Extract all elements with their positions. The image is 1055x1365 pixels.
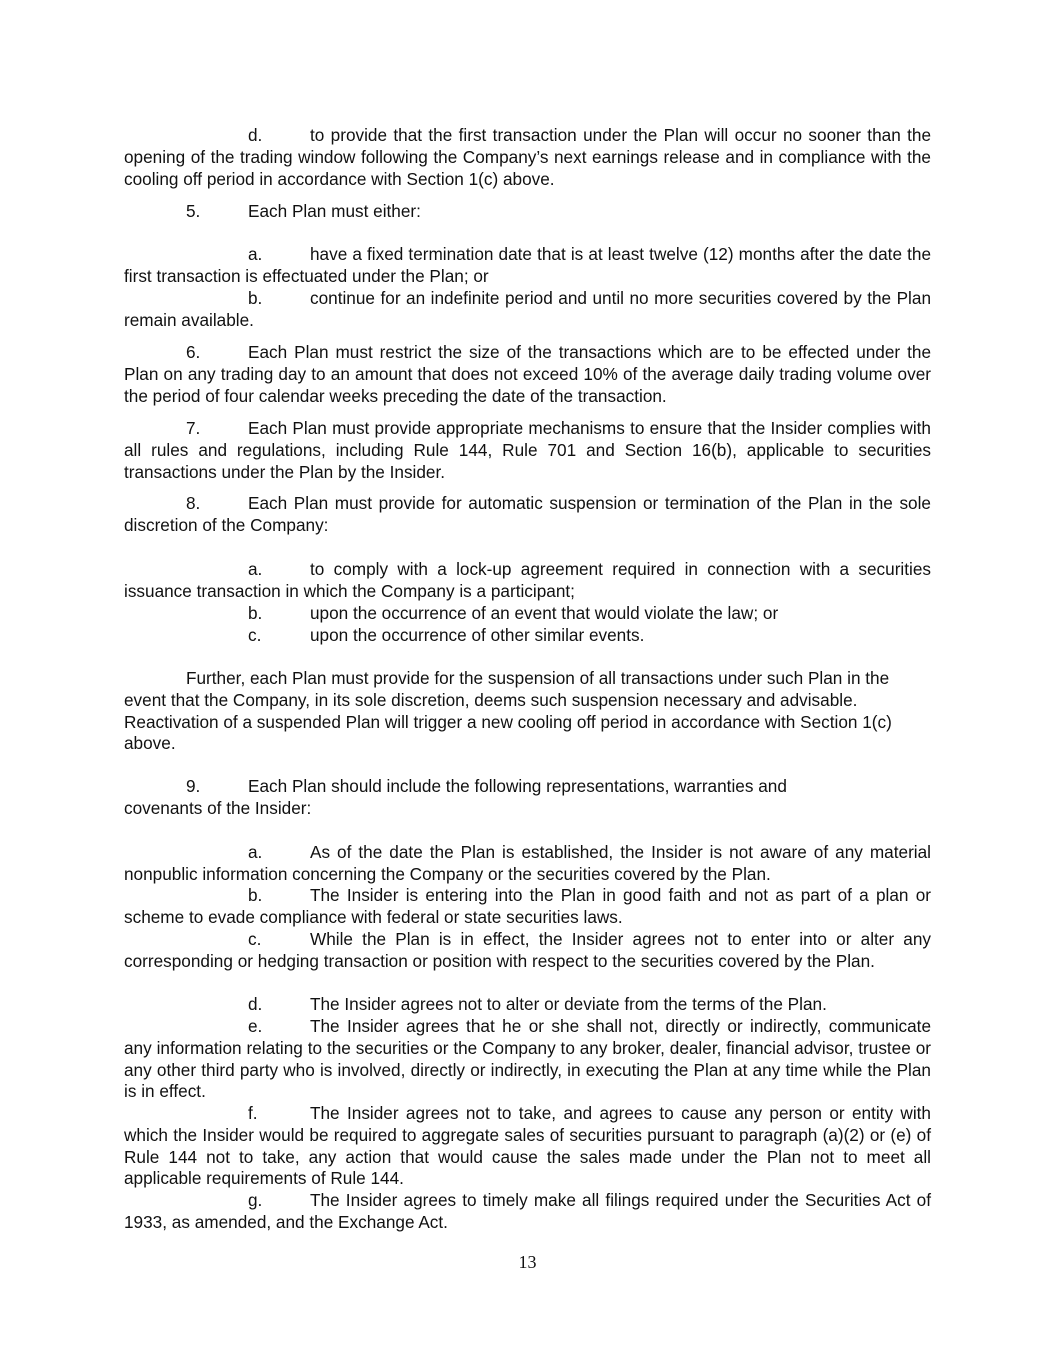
paragraph-5 xyxy=(124,201,931,223)
paragraph-text: The Insider agrees not to alter or deviate from the terms of the Plan. xyxy=(310,994,827,1014)
paragraph-9b xyxy=(124,885,931,929)
paragraph-text: to provide that the first transaction under the Plan will occur no sooner than the opening of the trading window following the Company’s next earnings release and in compliance with the cooling off period in accordance with Section 1(c) above. xyxy=(124,125,931,189)
paragraph-8b xyxy=(124,603,931,625)
list-marker: a. xyxy=(248,842,263,862)
paragraph-9 xyxy=(124,776,864,820)
paragraph-8a xyxy=(124,559,931,603)
list-marker: 9. xyxy=(186,776,201,796)
paragraph-text: Each Plan should include the following representations, warranties and covenants of the Insider: xyxy=(124,776,787,818)
paragraph-text: Each Plan must restrict the size of the transactions which are to be effected under the Plan on any trading day to an amount that does not exceed 10% of the average daily trading volume over the period of four calendar weeks preceding the date of the transaction. xyxy=(124,342,931,406)
paragraph-text: The Insider agrees that he or she shall not, directly or indirectly, communicate any information relating to the securities or the Company to any broker, dealer, financial advisor, trustee or any other third party who is involved, directly or indirectly, in executing the Plan at any time while the Plan is in effect. xyxy=(124,1016,931,1102)
paragraph-text: Each Plan must either: xyxy=(248,201,421,221)
paragraph-text: The Insider agrees to timely make all filings required under the Securities Act of 1933, as amended, and the Exchange Act. xyxy=(124,1190,931,1232)
paragraph-4d xyxy=(124,125,931,190)
paragraph-text: Each Plan must provide for automatic suspension or termination of the Plan in the sole discretion of the Company: xyxy=(124,493,931,535)
list-marker: 5. xyxy=(186,201,201,221)
list-marker: f. xyxy=(248,1103,258,1123)
paragraph-5b xyxy=(124,288,931,332)
paragraph-text: have a fixed termination date that is at least twelve (12) months after the date the first transaction is effectuated under the Plan; or xyxy=(124,244,931,286)
list-marker: d. xyxy=(248,125,263,145)
list-marker: b. xyxy=(248,603,263,623)
page-number: 13 xyxy=(518,1252,537,1272)
list-marker: b. xyxy=(248,288,263,308)
list-marker: g. xyxy=(248,1190,263,1210)
paragraph-text: to comply with a lock-up agreement required in connection with a securities issuance transaction in which the Company is a participant; xyxy=(124,559,931,601)
paragraph-6 xyxy=(124,342,931,407)
list-marker: e. xyxy=(248,1016,263,1036)
paragraph-text: upon the occurrence of other similar events. xyxy=(310,625,645,645)
list-marker: d. xyxy=(248,994,263,1014)
paragraph-text: As of the date the Plan is established, the Insider is not aware of any material nonpublic information concerning the Company or the securities covered by the Plan. xyxy=(124,842,931,884)
list-marker: 8. xyxy=(186,493,201,513)
paragraph-text: Each Plan must provide appropriate mechanisms to ensure that the Insider complies with all rules and regulations, including Rule 144, Rule 701 and Section 16(b), applicable to securities transactions under the Plan by the Insider. xyxy=(124,418,931,482)
paragraph-9c xyxy=(124,929,931,973)
list-marker: 7. xyxy=(186,418,201,438)
list-marker: b. xyxy=(248,885,263,905)
paragraph-text: Further, each Plan must provide for the suspension of all transactions under such Plan in the event that the Company, in its sole discretion, deems such suspension necessary and advisable. Reactivation of a suspended Plan will trigger a new cooling off period in accordance with Section 1(c) above. xyxy=(124,668,892,754)
paragraph-9a xyxy=(124,842,931,886)
paragraph-7 xyxy=(124,418,931,483)
paragraph-5a xyxy=(124,244,931,288)
paragraph-text: The Insider agrees not to take, and agrees to cause any person or entity with which the Insider would be required to aggregate sales of securities pursuant to paragraph (a)(2) or (e) of Rule 144 not to take, any action that would cause the sales made under the Plan not to meet all applicable requirements of Rule 144. xyxy=(124,1103,931,1189)
list-marker: a. xyxy=(248,244,263,264)
paragraph-9d xyxy=(124,994,931,1016)
list-marker: 6. xyxy=(186,342,201,362)
paragraph-text: upon the occurrence of an event that would violate the law; or xyxy=(310,603,779,623)
paragraph-9e xyxy=(124,1016,931,1103)
paragraph-9g xyxy=(124,1190,931,1234)
paragraph-further xyxy=(124,668,919,755)
list-marker: c. xyxy=(248,929,262,949)
paragraph-text: The Insider is entering into the Plan in good faith and not as part of a plan or scheme to evade compliance with federal or state securities laws. xyxy=(124,885,931,927)
paragraph-text: While the Plan is in effect, the Insider agrees not to enter into or alter any corresponding or hedging transaction or position with respect to the securities covered by the Plan. xyxy=(124,929,931,971)
list-marker: c. xyxy=(248,625,262,645)
list-marker: a. xyxy=(248,559,263,579)
paragraph-text: continue for an indefinite period and until no more securities covered by the Plan remain available. xyxy=(124,288,931,330)
paragraph-8 xyxy=(124,493,931,537)
paragraph-9f xyxy=(124,1103,931,1190)
paragraph-8c xyxy=(124,625,931,647)
